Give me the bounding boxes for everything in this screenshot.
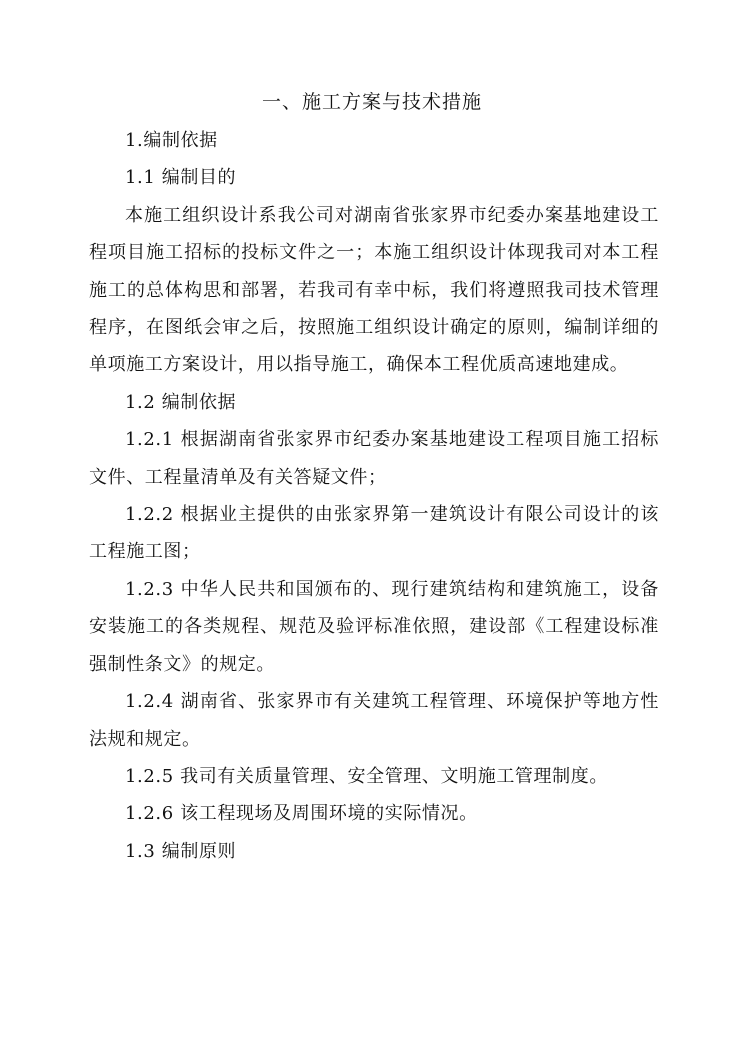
paragraph-basis-4: 1.2.4 湖南省、张家界市有关建筑工程管理、环境保护等地方性法规和规定。 — [89, 691, 659, 750]
section-heading-principles: 1.3 编制原则 — [125, 840, 237, 862]
paragraph-basis-2: 1.2.2 根据业主提供的由张家界第一建筑设计有限公司设计的该工程施工图； — [89, 504, 659, 563]
document-body — [89, 122, 659, 870]
paragraph-basis-5: 1.2.5 我司有关质量管理、安全管理、文明施工管理制度。 — [125, 765, 608, 787]
paragraph-purpose: 本施工组织设计系我公司对湖南省张家界市纪委办案基地建设工程项目施工招标的投标文件之一；本施工组织设计体现我司对本工程施工的总体构思和部署，若我司有幸中标，我们将遵照我司技术管理程序，在图纸会审之后，按照施工组织设计确定的原则，编制详细的单项施工方案设计，用以指导施工，确保本工程优质高速地建成。 — [89, 204, 659, 376]
section-heading-purpose: 1.1 编制目的 — [125, 167, 237, 189]
paragraph-basis-6: 1.2.6 该工程现场及周围环境的实际情况。 — [125, 803, 478, 825]
paragraph-basis-3: 1.2.3 中华人民共和国颁布的、现行建筑结构和建筑施工，设备安装施工的各类规程、规范及验评标准依照，建设部《工程建设标准强制性条文》的规定。 — [89, 578, 659, 675]
section-heading-basis: 1.编制依据 — [125, 130, 218, 151]
document-title: 一、施工方案与技术措施 — [261, 91, 482, 113]
paragraph-basis-1: 1.2.1 根据湖南省张家界市纪委办案基地建设工程项目施工招标文件、工程量清单及有关答疑文件； — [89, 429, 659, 488]
section-heading-basis-list: 1.2 编制依据 — [125, 391, 237, 413]
